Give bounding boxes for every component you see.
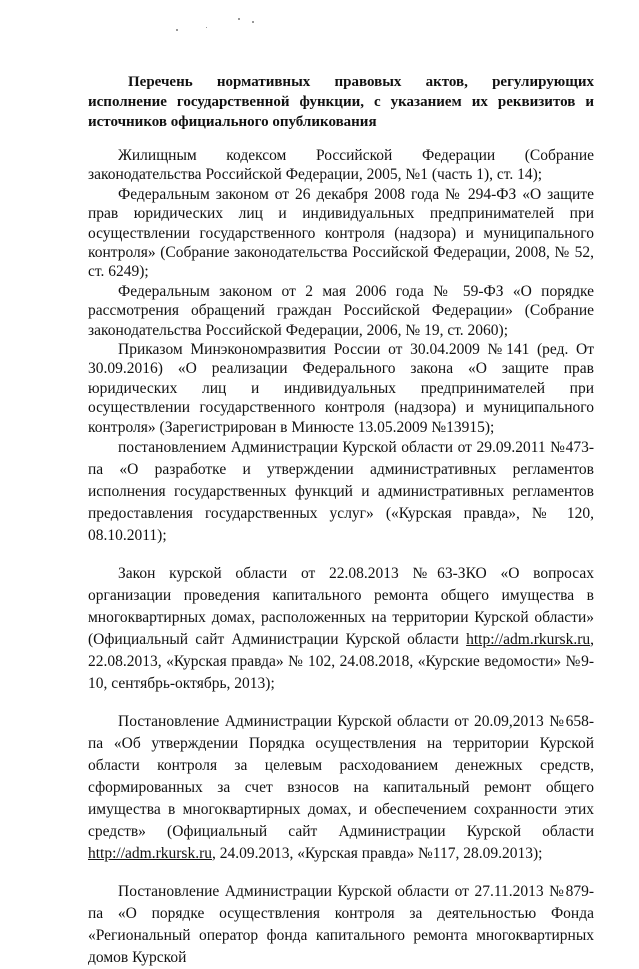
paragraph-text: Постановление Администрации Курской области от 20.09,2013 №658-па «Об утверждении Порядка осуществления на территории Курской области контроля за целевым расходованием денежных средств, сформированных за счет взносов на капитальный ремонт общего имущества в многоквартирных домах, и обеспечением сохранности этих средств» (Официальный сайт Администрации Курской области <box>88 713 594 841</box>
paragraph-resolution-658 <box>88 711 594 865</box>
paragraph-text: Закон курской области от 22.08.2013 №63-ЗКО «О вопросах организации проведения капитального ремонта общего имущества в многоквартирных домах, расположенных на территории Курской области» (Официальный сайт Администрации Курской области <box>88 565 594 649</box>
document-body <box>88 72 594 969</box>
document-heading: Перечень нормативных правовых актов, регулирующих исполнение государственной функции, с указанием их реквизитов и источников официального опубликования <box>88 74 594 130</box>
scan-speck <box>252 21 254 23</box>
website-link[interactable]: http://adm.rkursk.ru <box>466 631 591 649</box>
scan-speck <box>238 18 240 20</box>
paragraph-resolution-473: постановлением Администрации Курской области от 29.09.2011 №473-па «О разработке и утверждении административных регламентов исполнения государственных функций и административных регламентов предоставления государственных услуг» («Курская правда», № 120, 08.10.2011); <box>88 439 594 545</box>
paragraph-text: , 24.09.2013, «Курская правда» №117, 28.09.2013); <box>212 845 543 863</box>
website-link[interactable]: http://adm.rkursk.ru <box>88 845 212 863</box>
paragraph-federal-law-59: Федеральным законом от 2 мая 2006 года № 59-ФЗ «О порядке рассмотрения обращений граждан Российской Федерации» (Собрание законодательства Российской Федерации, 2006, № 19, ст. 2060); <box>88 282 594 339</box>
paragraph-housing-code: Жилищным кодексом Российской Федерации (Собрание законодательства Российской Федерации, 2005, №1 (часть 1), ст. 14); <box>88 147 594 184</box>
scan-speck <box>176 29 178 31</box>
paragraph-ministry-order-141: Приказом Минэкономразвития России от 30.04.2009 №141 (ред. От 30.09.2016) «О реализации Федерального закона «О защите прав юридических лиц и индивидуальных предпринимателей при осуществлении государственного контроля (надзора) и муниципального контроля» (Зарегистрирован в Минюсте 13.05.2009 №13915); <box>88 341 594 436</box>
paragraph-text: , 22.08.2013, «Курская правда» № 102, 24.08.2018, «Курские ведомости» №9-10, сентябрь-октябрь, 2013); <box>88 631 594 693</box>
paragraph-kursk-law-63 <box>88 563 594 695</box>
paragraph-resolution-879: Постановление Администрации Курской области от 27.11.2013 №879-па «О порядке осуществления контроля за деятельностью Фонда «Региональный оператор фонда капитального ремонта многоквартирных домов Курской <box>88 883 594 967</box>
paragraph-federal-law-294: Федеральным законом от 26 декабря 2008 года № 294-ФЗ «О защите прав юридических лиц и индивидуальных предпринимателей при осуществлении государственного контроля (надзора) и муниципального контроля» (Собрание законодательства Российской Федерации, 2008, № 52, ст. 6249); <box>88 185 594 281</box>
scan-speck <box>206 27 207 28</box>
